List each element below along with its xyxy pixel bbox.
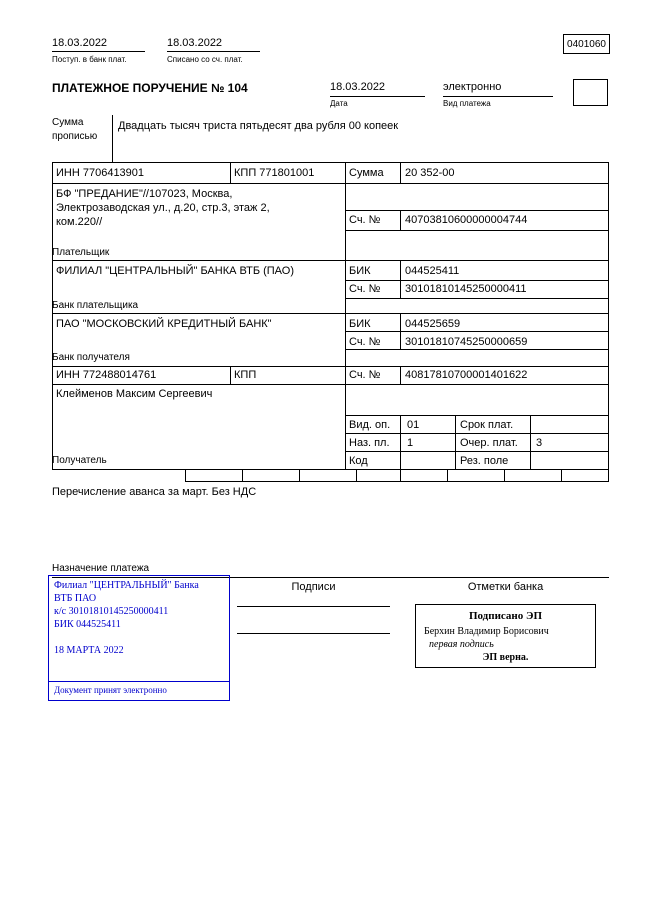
line bbox=[443, 96, 553, 97]
line bbox=[356, 469, 357, 481]
line bbox=[52, 183, 609, 184]
op-type-value: 01 bbox=[407, 419, 420, 431]
line bbox=[400, 162, 401, 183]
purpose-code-label: Наз. пл. bbox=[349, 437, 390, 449]
stamp-corr-account: к/с 30101810145250000411 bbox=[54, 606, 169, 617]
payer-bank-account: 30101810145250000411 bbox=[405, 283, 527, 295]
line bbox=[530, 415, 531, 469]
line bbox=[230, 366, 231, 384]
signature-line bbox=[237, 633, 390, 634]
priority-label: Очер. плат. bbox=[460, 437, 518, 449]
line bbox=[400, 366, 401, 384]
line bbox=[400, 210, 401, 230]
line bbox=[185, 469, 186, 481]
stamp-note: Документ принят электронно bbox=[54, 685, 167, 695]
line bbox=[345, 230, 609, 231]
payee-bank-bik: 044525659 bbox=[405, 318, 461, 330]
line bbox=[400, 415, 401, 469]
line bbox=[52, 313, 609, 314]
esign-signer-name: Берхин Владимир Борисович bbox=[424, 626, 549, 637]
line bbox=[608, 162, 609, 481]
debited-date: 18.03.2022 bbox=[167, 37, 223, 49]
line bbox=[561, 469, 562, 481]
payee-bank-name: ПАО "МОСКОВСКИЙ КРЕДИТНЫЙ БАНК" bbox=[56, 318, 272, 330]
payment-purpose-label: Назначение платежа bbox=[52, 563, 150, 574]
line bbox=[52, 384, 609, 385]
line bbox=[52, 162, 53, 469]
esign-signer-role: первая подпись bbox=[429, 639, 494, 650]
line bbox=[345, 451, 609, 452]
received-date-label: Поступ. в банк плат. bbox=[52, 55, 127, 64]
payee-name: Клейменов Максим Сергеевич bbox=[56, 388, 213, 400]
line bbox=[167, 51, 260, 52]
payer-name: БФ "ПРЕДАНИЕ"//107023, Москва, Электрозаводская ул., д.20, стр.3, этаж 2, ком.220// bbox=[56, 188, 270, 228]
stamp-bank-name-line2: ВТБ ПАО bbox=[54, 593, 97, 604]
received-date: 18.03.2022 bbox=[52, 37, 108, 49]
line bbox=[345, 298, 609, 299]
amount-label: Сумма bbox=[349, 167, 384, 179]
line bbox=[52, 260, 609, 261]
line bbox=[345, 415, 609, 416]
line bbox=[345, 162, 346, 469]
payer-bank-name: ФИЛИАЛ "ЦЕНТРАЛЬНЫЙ" БАНКА ВТБ (ПАО) bbox=[56, 265, 294, 277]
payer-bank-bik: 044525411 bbox=[405, 265, 460, 277]
line bbox=[455, 415, 456, 469]
line bbox=[185, 481, 609, 482]
signatures-label: Подписи bbox=[291, 581, 336, 593]
payee-inn: ИНН 772488014761 bbox=[56, 369, 157, 381]
line bbox=[400, 260, 401, 298]
code-label: Код bbox=[349, 455, 368, 467]
line bbox=[52, 366, 609, 367]
payer-bank-account-label: Сч. № bbox=[349, 283, 381, 295]
stamp-bank-name-line1: Филиал "ЦЕНТРАЛЬНЫЙ" Банка bbox=[54, 580, 199, 591]
line bbox=[49, 681, 229, 682]
payee-bank-account: 30101810745250000659 bbox=[405, 336, 528, 348]
line bbox=[299, 469, 300, 481]
bank-stamp bbox=[48, 575, 230, 701]
signature-line bbox=[237, 606, 390, 607]
line bbox=[330, 96, 425, 97]
payer-account-label: Сч. № bbox=[349, 214, 381, 226]
payer-section-label: Плательщик bbox=[52, 247, 110, 258]
payment-type: электронно bbox=[443, 81, 502, 93]
line bbox=[52, 51, 145, 52]
stamp-bik: БИК 044525411 bbox=[54, 619, 121, 630]
form-code-box bbox=[563, 34, 610, 54]
debited-date-label: Списано со сч. плат. bbox=[167, 55, 243, 64]
priority-value: 3 bbox=[536, 437, 543, 449]
payer-kpp: КПП 771801001 bbox=[234, 167, 315, 179]
payee-bank-section-label: Банк получателя bbox=[52, 352, 130, 363]
line bbox=[345, 331, 609, 332]
op-type-label: Вид. оп. bbox=[349, 419, 391, 431]
amount-words-label: Сумма прописью bbox=[52, 117, 98, 142]
payee-section-label: Получатель bbox=[52, 455, 107, 466]
line bbox=[345, 433, 609, 434]
payee-account: 40817810700001401622 bbox=[405, 369, 528, 381]
line bbox=[242, 469, 243, 481]
payer-account: 40703810600000004744 bbox=[405, 214, 528, 226]
line bbox=[504, 469, 505, 481]
line bbox=[447, 469, 448, 481]
payee-kpp-label: КПП bbox=[234, 369, 257, 381]
line bbox=[400, 313, 401, 349]
line bbox=[400, 469, 401, 481]
line bbox=[112, 115, 113, 162]
line bbox=[230, 162, 231, 183]
payee-bank-account-label: Сч. № bbox=[349, 336, 381, 348]
line bbox=[345, 210, 609, 211]
bank-marks-label: Отметки банка bbox=[467, 581, 544, 593]
payer-inn: ИНН 7706413901 bbox=[56, 167, 145, 179]
doc-title: ПЛАТЕЖНОЕ ПОРУЧЕНИЕ № 104 bbox=[52, 81, 248, 95]
line bbox=[345, 349, 609, 350]
amount-words-value: Двадцать тысяч триста пятьдесят два рубля 00 копеек bbox=[118, 120, 399, 132]
doc-date-label: Дата bbox=[330, 99, 348, 108]
stamp-date: 18 МАРТА 2022 bbox=[54, 645, 124, 656]
esignature-box bbox=[415, 604, 596, 668]
purpose-code-value: 1 bbox=[407, 437, 414, 449]
payee-bank-bik-label: БИК bbox=[349, 318, 371, 330]
payment-term-label: Срок плат. bbox=[460, 419, 514, 431]
esign-title: Подписано ЭП bbox=[468, 610, 543, 622]
doc-date: 18.03.2022 bbox=[330, 81, 386, 93]
payment-type-code-box bbox=[573, 79, 608, 106]
line bbox=[52, 469, 609, 470]
form-code: 0401060 bbox=[567, 38, 606, 50]
esign-verdict: ЭП верна. bbox=[482, 652, 529, 663]
amount-value: 20 352-00 bbox=[405, 167, 455, 179]
line bbox=[52, 162, 609, 163]
payee-account-label: Сч. № bbox=[349, 369, 381, 381]
payer-bank-section-label: Банк плательщика bbox=[52, 300, 139, 311]
reserve-field-label: Рез. поле bbox=[460, 455, 509, 467]
payer-bank-bik-label: БИК bbox=[349, 265, 371, 277]
payment-purpose-text: Перечисление аванса за март. Без НДС bbox=[52, 486, 257, 498]
line bbox=[345, 280, 609, 281]
payment-type-label: Вид платежа bbox=[443, 99, 491, 108]
